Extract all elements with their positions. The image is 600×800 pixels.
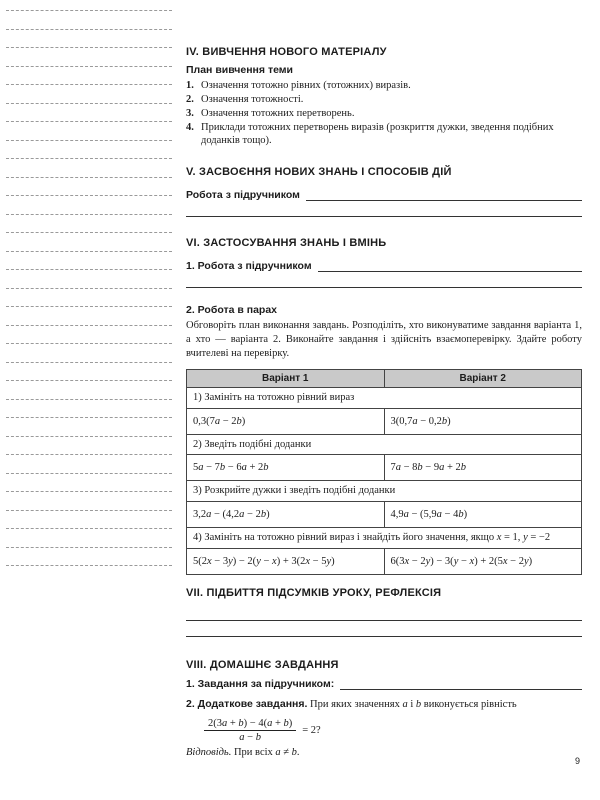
table-row (187, 388, 582, 409)
list-item-text: Означення тотожності. (201, 93, 304, 105)
homework-task2-text: При яких значеннях a і b виконується рівність (310, 698, 517, 710)
list-item-number: 1. (186, 80, 194, 91)
table-header-variant-2: Варіант 2 (384, 370, 582, 388)
task1-label: 1. Робота з підручником (186, 260, 312, 273)
lesson-plan-page (186, 46, 582, 758)
textbook-work-label: Робота з підручником (186, 189, 300, 202)
fill-in-line (318, 259, 582, 272)
answer-label: Відповідь. (186, 746, 232, 758)
expression-v2-4: 6(3x − 2y) − 3(y − x) + 2(5x − 2y) (384, 548, 582, 574)
section-heading-iv: IV. ВИВЧЕННЯ НОВОГО МАТЕРІАЛУ (186, 46, 387, 58)
table-row (187, 548, 582, 574)
textbook-work-row (186, 188, 582, 201)
variants-table (186, 369, 582, 575)
table-task-1: 1) Замініть на тотожно рівний вираз (187, 388, 582, 409)
list-item (186, 79, 582, 93)
fill-in-line (186, 605, 582, 621)
expression-v1-3: 3,2a − (4,2a − 2b) (187, 502, 385, 528)
fraction-denominator: a − b (239, 731, 261, 743)
expression-v2-3: 4,9a − (5,9a − 4b) (384, 502, 582, 528)
list-item-text: Означення тотожно рівних (тотожних) виразів. (201, 80, 411, 91)
fill-in-line (340, 677, 582, 690)
homework-task2-label: 2. Додаткове завдання. (186, 697, 308, 710)
expression-v1-2: 5a − 7b − 6a + 2b (187, 455, 385, 481)
notebook-margin-lines (0, 0, 176, 600)
expression-v2-2: 7a − 8b − 9a + 2b (384, 455, 582, 481)
table-row (187, 502, 582, 528)
plan-title: План вивчення теми (186, 64, 294, 76)
fill-in-line (306, 188, 582, 201)
equation (204, 718, 582, 743)
fill-in-line (186, 201, 582, 217)
expression-v1-1: 0,3(7a − 2b) (187, 408, 385, 434)
table-header-row (187, 370, 582, 388)
table-row (187, 455, 582, 481)
table-row (187, 434, 582, 455)
table-task-3: 3) Розкрийте дужки і зведіть подібні доданки (187, 481, 582, 502)
section-heading-vi: VI. ЗАСТОСУВАННЯ ЗНАНЬ І ВМІНЬ (186, 237, 387, 250)
page-number: 9 (574, 756, 580, 766)
section-heading-v: V. ЗАСВОЄННЯ НОВИХ ЗНАНЬ І СПОСОБІВ ДІЙ (186, 166, 452, 179)
equation-rhs: = 2? (302, 724, 321, 736)
homework-task2 (186, 698, 582, 712)
table-task-2: 2) Зведіть подібні доданки (187, 434, 582, 455)
pair-work-instructions: Обговоріть план виконання завдань. Розподіліть, хто виконуватиме завдання варіанта 1, а хто — варіанта 2. Виконайте завдання і здійсніть взаємоперевірку. Здайте роботу вчителеві на перевірку. (186, 320, 582, 360)
list-item-number: 4. (186, 121, 194, 133)
list-item (186, 107, 582, 121)
fraction-numerator: 2(3a + b) − 4(a + b) (204, 718, 296, 731)
section-heading-vii: VII. ПІДБИТТЯ ПІДСУМКІВ УРОКУ, РЕФЛЕКСІЯ (186, 586, 442, 599)
pair-work-label: 2. Робота в парах (186, 304, 278, 317)
list-item-number: 2. (186, 93, 194, 105)
fill-in-line (186, 272, 582, 288)
table-header-variant-1: Варіант 1 (187, 370, 385, 388)
list-item-text: Приклади тотожних перетворень виразів (розкриття дужки, зведення подібних доданків тощо). (201, 121, 554, 147)
section-heading-viii: VIII. ДОМАШНЄ ЗАВДАННЯ (186, 658, 339, 671)
textbook-work-row (186, 259, 582, 272)
homework-task1-label: 1. Завдання за підручником: (186, 677, 335, 690)
fill-in-line (186, 621, 582, 637)
fraction (204, 718, 296, 743)
answer-row (186, 747, 582, 758)
table-row (187, 408, 582, 434)
table-task-4: 4) Замініть на тотожно рівний вираз і знайдіть його значення, якщо x = 1, y = −2 (187, 528, 582, 549)
list-item-number: 3. (186, 107, 194, 119)
expression-v1-4: 5(2x − 3y) − 2(y − x) + 3(2x − 5y) (187, 548, 385, 574)
list-item (186, 93, 582, 107)
table-row (187, 481, 582, 502)
lesson-plan-list (186, 79, 582, 148)
homework-task1-row (186, 677, 582, 690)
expression-v2-1: 3(0,7a − 0,2b) (384, 408, 582, 434)
answer-text: При всіх a ≠ b. (233, 746, 300, 758)
list-item-text: Означення тотожних перетворень. (201, 107, 355, 119)
table-row (187, 528, 582, 549)
list-item (186, 121, 582, 149)
